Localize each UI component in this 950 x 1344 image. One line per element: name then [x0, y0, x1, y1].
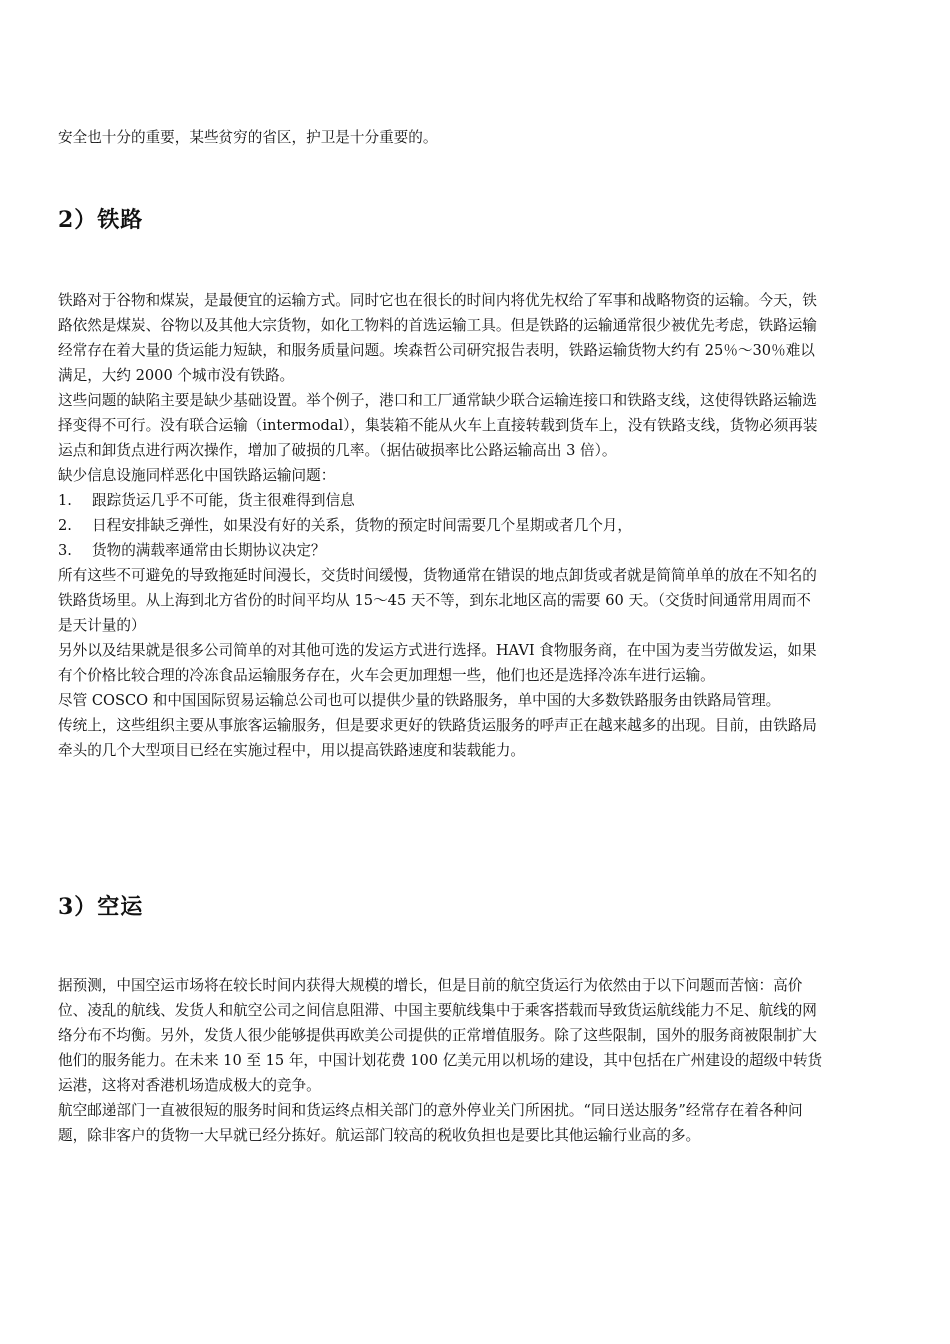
- intro-block: [58, 125, 823, 150]
- section-heading-air: 3）空运: [58, 894, 144, 920]
- list-number: 2.: [58, 517, 72, 534]
- rail-paragraph: 另外以及结果就是很多公司简单的对其他可选的发运方式进行选择。HAVI 食物服务商，在中国为麦当劳做发运，如果有个价格比较合理的冷冻食品运输服务存在，火车会更加理想一些，他们也还是选择冷冻车进行运输。: [58, 642, 817, 684]
- list-number: 1.: [58, 492, 72, 509]
- list-item: [58, 488, 823, 513]
- rail-paragraph: 铁路对于谷物和煤炭，是最便宜的运输方式。同时它也在很长的时间内将优先权给了军事和战略物资的运输。今天，铁路依然是煤炭、谷物以及其他大宗货物，如化工物料的首选运输工具。但是铁路的运输通常很少被优先考虑，铁路运输经常存在着大量的货运能力短缺，和服务质量问题。埃森哲公司研究报告表明，铁路运输货物大约有 25％～30％难以满足，大约 2000 个城市没有铁路。: [58, 292, 817, 384]
- list-text: 货物的满载率通常由长期协议决定？: [92, 542, 326, 559]
- intro-paragraph: 安全也十分的重要，某些贫穷的省区，护卫是十分重要的。: [58, 129, 438, 146]
- section-heading-rail: 2）铁路: [58, 207, 144, 233]
- rail-paragraph: 尽管 COSCO 和中国国际贸易运输总公司也可以提供少量的铁路服务，单中国的大多数铁路服务由铁路局管理。: [58, 692, 781, 709]
- rail-paragraph: 传统上，这些组织主要从事旅客运输服务，但是要求更好的铁路货运服务的呼声正在越来越多的出现。目前，由铁路局牵头的几个大型项目已经在实施过程中，用以提高铁路速度和装载能力。: [58, 717, 817, 759]
- list-item: [58, 538, 823, 563]
- rail-paragraph: 这些问题的缺陷主要是缺少基础设置。举个例子，港口和工厂通常缺少联合运输连接口和铁路支线，这使得铁路运输选择变得不可行。没有联合运输（intermodal），集装箱不能从火车上直接转载到货车上，没有铁路支线，货物必须再装运点和卸货点进行两次操作，增加了破损的几率。（据估破损率比公路运输高出 3 倍）。: [58, 392, 818, 459]
- rail-paragraph: 所有这些不可避免的导致拖延时间漫长，交货时间缓慢，货物通常在错误的地点卸货或者就是简简单单的放在不知名的铁路货场里。从上海到北方省份的时间平均从 15～45 天不等，到东北地区高的需要 60 天。（交货时间通常用周而不是天计量的）: [58, 567, 817, 634]
- rail-section-body: [58, 288, 823, 763]
- rail-paragraph: 缺少信息设施同样恶化中国铁路运输问题：: [58, 467, 336, 484]
- list-number: 3.: [58, 542, 72, 559]
- air-paragraph: 据预测，中国空运市场将在较长时间内获得大规模的增长，但是目前的航空货运行为依然由于以下问题而苦恼：高价位、凌乱的航线、发货人和航空公司之间信息阻滞、中国主要航线集中于乘客搭载而导致货运航线能力不足、航线的网络分布不均衡。另外，发货人很少能够提供再欧美公司提供的正常增值服务。除了这些限制，国外的服务商被限制扩大他们的服务能力。在未来 10 至 15 年，中国计划花费 100 亿美元用以机场的建设，其中包括在广州建设的超级中转货运港，这将对香港机场造成极大的竞争。: [58, 977, 823, 1094]
- air-paragraph: 航空邮递部门一直被很短的服务时间和货运终点相关部门的意外停业关门所困扰。“同日送达服务”经常存在着各种问题，除非客户的货物一大早就已经分拣好。航运部门较高的税收负担也是要比其他运输行业高的多。: [58, 1102, 803, 1144]
- air-section-body: [58, 973, 823, 1148]
- list-text: 日程安排缺乏弹性，如果没有好的关系，货物的预定时间需要几个星期或者几个月，: [92, 517, 632, 534]
- list-item: [58, 513, 823, 538]
- list-text: 跟踪货运几乎不可能，货主很难得到信息: [92, 492, 355, 509]
